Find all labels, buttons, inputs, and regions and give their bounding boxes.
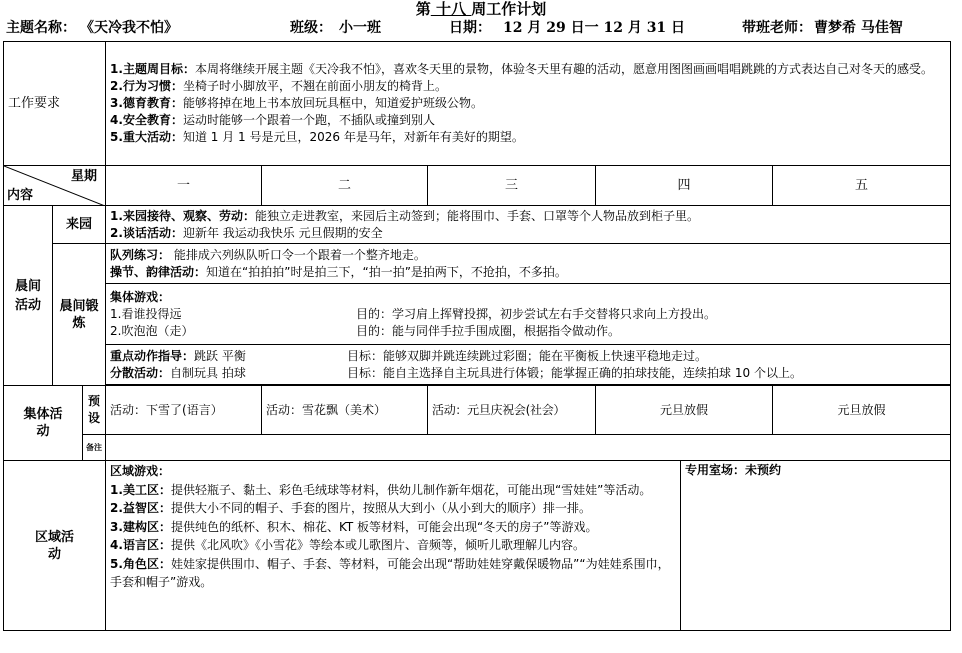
weekday-corner-cell bbox=[4, 166, 106, 206]
game-row-1: 1.看谁投得远 目的：学习肩上挥臂投掷，初步尝试左右手交替将只求向上方投出。 bbox=[110, 306, 717, 321]
goal-item-4: 4.安全教育：运动时能够一个跟着一个跑，不插队或撞到别人 bbox=[110, 113, 435, 127]
class-name: 小一班 bbox=[339, 20, 381, 36]
day-tuesday: 二 bbox=[262, 166, 428, 206]
teacher-names: 曹梦希 马佳智 bbox=[814, 20, 903, 36]
goal-item-1: 1.主题周目标：本周将继续开展主题《天冷我不怕》，喜欢冬天里的景物，体验冬天里有趣的活动，愿意用图图画画唱唱跳跳的方式表达自己对冬天的感受。 bbox=[110, 62, 933, 76]
area-item-3: 3.建构区：提供纯色的纸杯、积木、棉花、KT 板等材料，可能会出现“冬天的房子”等游戏。 bbox=[110, 519, 598, 534]
area-activity-label: 区域活动 bbox=[4, 461, 106, 631]
note-content bbox=[106, 435, 951, 461]
special-room-content bbox=[681, 461, 951, 631]
morning-exercise-label: 晨间锻炼 bbox=[53, 244, 106, 386]
content-corner-label: 内容 bbox=[7, 188, 34, 203]
activity-wednesday: 活动：元旦庆祝会(社会） bbox=[428, 386, 596, 435]
work-requirements-content bbox=[106, 42, 951, 166]
preset-label: 预设 bbox=[83, 386, 106, 435]
plan-table bbox=[3, 41, 951, 631]
page-title: 第 十八 周工作计划 bbox=[415, 0, 547, 18]
day-friday: 五 bbox=[773, 166, 951, 206]
special-room-value: 未预约 bbox=[745, 463, 782, 477]
weekday-corner-label: 星期 bbox=[71, 169, 98, 184]
group-activity-label: 集体活动 bbox=[4, 386, 83, 461]
day-monday: 一 bbox=[106, 166, 262, 206]
goal-item-3: 3.德育教育：能够将掉在地上书本放回玩具框中，知道爱护班级公物。 bbox=[110, 96, 483, 110]
theme-name: 《天冷我不怕》 bbox=[80, 20, 178, 36]
goal-item-2: 2.行为习惯：坐椅子时小脚放平，不翘在前面小朋友的椅背上。 bbox=[110, 79, 447, 93]
header-row bbox=[0, 18, 962, 38]
date-range: 12 月 29 日一 12 月 31 日 bbox=[503, 20, 686, 36]
activity-tuesday: 活动：雪花飘（美术） bbox=[262, 386, 428, 435]
group-games-content: 集体游戏： 1.看谁投得远 目的：学习肩上挥臂投掷，初步尝试左右手交替将只求向上方投出。 2.吹泡泡（走） 目的：能与同伴手拉手围成圈，根据指令做动作。 bbox=[106, 284, 951, 345]
area-item-1: 1.美工区：提供轻瓶子、黏土、彩色毛绒球等材料，供幼儿制作新年烟花，可能出现“雪娃娃”等活动。 bbox=[110, 482, 652, 497]
area-item-5: 5.角色区：娃娃家提供围巾、帽子、手套、等材料，可能会出现“帮助娃娃穿戴保暖物品”“为娃娃系围巾，手套和帽子”游戏。 bbox=[110, 556, 670, 589]
area-item-4: 4.语言区：提供《北风吹》《小雪花》等绘本或儿歌图片、音频等，倾听儿歌理解儿内容。 bbox=[110, 538, 585, 552]
game-row-2: 2.吹泡泡（走） 目的：能与同伴手拉手围成圈，根据指令做动作。 bbox=[110, 323, 621, 338]
special-room-label: 专用室场： bbox=[685, 463, 746, 477]
day-thursday: 四 bbox=[596, 166, 773, 206]
arrival-content: 1.来园接待、观察、劳动：能独立走进教室，来园后主动签到；能将围巾、手套、口罩等个人物品放到柜子里。 2.谈话活动：迎新年 我运动我快乐 元旦假期的安全 bbox=[106, 206, 951, 244]
activity-friday: 元旦放假 bbox=[773, 386, 951, 435]
note-label: 备注 bbox=[83, 435, 106, 461]
work-requirements-label: 工作要求 bbox=[4, 42, 106, 166]
activity-monday: 活动：下雪了(语言） bbox=[106, 386, 262, 435]
key-action-content: 重点动作指导：跳跃 平衡 目标：能够双脚并跳连续跳过彩圈；能在平衡板上快速平稳地走过。 分散活动：自制玩具 拍球 目标：能自主选择自主玩具进行体锻；能掌握正确的拍球技能，连续拍球 10 个以上。 bbox=[106, 345, 951, 385]
morning-activity-label: 晨间活动 bbox=[4, 206, 53, 386]
area-item-2: 2.益智区：提供大小不同的帽子、手套的图片，按照从大到小（从小到大的顺序）排一排。 bbox=[110, 501, 591, 515]
date-label: 日期： bbox=[449, 20, 491, 36]
area-games-content: 区域游戏： 1.美工区：提供轻瓶子、黏土、彩色毛绒球等材料，供幼儿制作新年烟花，可能出现“雪娃娃”等活动。 2.益智区：提供大小不同的帽子、手套的图片，按照从大到小（从小到大的顺序）排一排。 3.建构区：提供纯色的纸杯、积木、棉花、KT 板等材料，可能会出现“冬天的房子”等游戏。 4.语言区：提供《北风吹》《小雪花》等绘本或儿歌图片、音频等，倾听儿歌理解儿内容。 5.角色区：娃娃家提供围巾、帽子、手套、等材料，可能会出现“帮助娃娃穿戴保暖物品”“为娃娃系围巾，手套和帽子”游戏。 bbox=[106, 461, 681, 631]
arrival-label: 来园 bbox=[53, 206, 106, 244]
drill-content: 队列练习： 能排成六列纵队听口令一个跟着一个整齐地走。 操节、韵律活动：知道在“拍拍拍”时是拍三下，“拍一拍”是拍两下，不抢拍，不多拍。 bbox=[106, 244, 951, 284]
teacher-label: 带班老师： bbox=[742, 20, 812, 36]
goal-item-5: 5.重大活动：知道 1 月 1 号是元旦，2026 年是马年，对新年有美好的期望。 bbox=[110, 130, 524, 144]
activity-thursday: 元旦放假 bbox=[596, 386, 773, 435]
week-number: 十八 bbox=[430, 0, 472, 18]
class-label: 班级： bbox=[290, 20, 332, 36]
theme-label: 主题名称： bbox=[6, 20, 76, 36]
day-wednesday: 三 bbox=[428, 166, 596, 206]
